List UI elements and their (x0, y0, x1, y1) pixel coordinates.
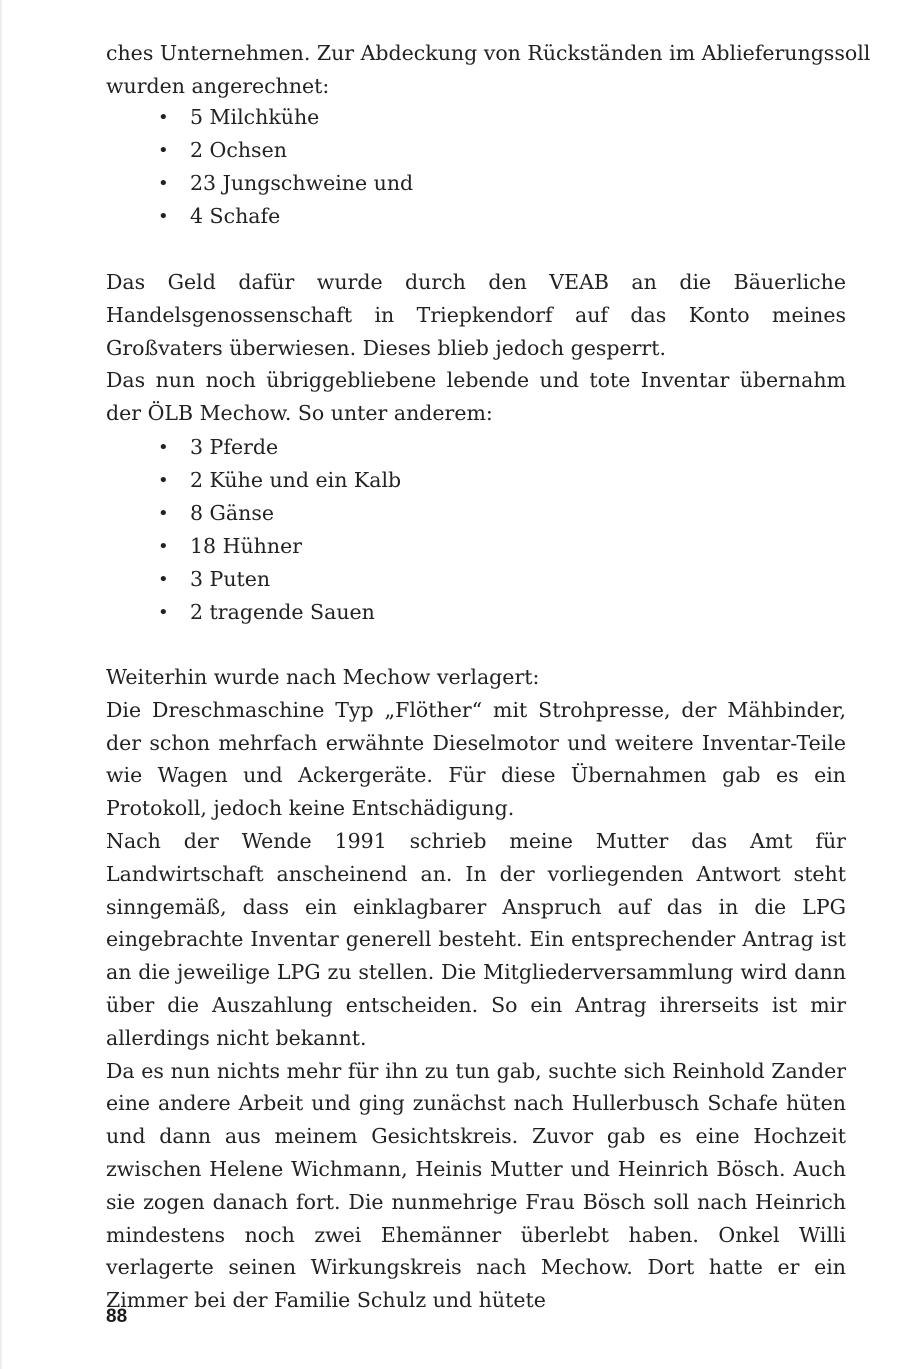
bullet-icon: • (158, 437, 169, 458)
para-reinhold-zander: Da es nun nichts mehr für ihn zu tun gab, suchte sich Reinhold Zander eine andere Arbeit und ging zunächst nach Hullerbusch Schafe hüten und dann aus meinem Gesichtskreis. Zuvor gab es eine Hochzeit zwischen Helene Wichmann, Heinis Mutter und Heinrich Bösch. Auch sie zogen danach fort. Die nunmehrige Frau Bösch soll nach Heinrich mindestens noch zwei Ehemänner überlebt haben. Onkel Willi verlagerte seinen Wirkungskreis nach Mechow. Dort hatte er ein Zimmer bei der Familie Schulz und hütete (106, 1058, 846, 1313)
bullet-icon: • (158, 173, 169, 194)
relocation-section (106, 661, 846, 1317)
page-number: 88 (106, 1306, 128, 1327)
para-threshing-machine: Die Dreschmaschine Typ „Flöther“ mit Strohpresse, der Mähbinder, der schon mehrfach erwähnte Dieselmotor und weitere Inventar-Teile wie Wagen und Ackergeräte. Für diese Übernahmen gab es ein Protokoll, jedoch keine Entschädigung. (106, 697, 846, 821)
list-item: • 2 tragende Sauen (106, 596, 846, 629)
bullet-icon: • (158, 503, 169, 524)
list-item: • 8 Gänse (106, 497, 846, 530)
list-item: • 23 Jungschweine und (106, 167, 846, 200)
para-payment: Das Geld dafür wurde durch den VEAB an die Bäuerliche Handelsgenossenschaft in Triepkendorf auf das Konto meines Großvaters überwiesen. Dieses blieb jedoch gesperrt. (106, 270, 846, 360)
bullet-icon: • (158, 107, 169, 128)
list-item: • 18 Hühner (106, 530, 846, 563)
list-item: • 2 Ochsen (106, 134, 846, 167)
list-item: • 2 Kühe und ein Kalb (106, 464, 846, 497)
bullet-icon: • (158, 206, 169, 227)
para-inventory: Das nun noch übriggebliebene lebende und tote Inventar übernahm der ÖLB Mechow. So unter anderem: (106, 368, 846, 426)
intro-paragraph (106, 37, 871, 103)
bullet-icon: • (158, 602, 169, 623)
livestock-list-1 (106, 101, 846, 233)
list-item: • 5 Milchkühe (106, 101, 846, 134)
para-relocation-heading: Weiterhin wurde nach Mechow verlagert: (106, 665, 540, 689)
bullet-icon: • (158, 470, 169, 491)
intro-line-1: ches Unternehmen. Zur Abdeckung von Rückständen im Ablieferungssoll (106, 41, 871, 65)
page-edge-shadow (0, 0, 3, 1369)
para-after-reunification: Nach der Wende 1991 schrieb meine Mutter das Amt für Landwirtschaft anscheinend an. In der vorliegenden Antwort steht sinngemäß, dass ein einklagbarer Anspruch auf das in die LPG eingebrachte Inventar generell besteht. Ein entsprechender Antrag ist an die jeweilige LPG zu stellen. Die Mitgliederversammlung wird dann über die Auszahlung entscheiden. So ein Antrag ihrerseits ist mir allerdings nicht bekannt. (106, 828, 846, 1050)
bullet-icon: • (158, 569, 169, 590)
payment-paragraph (106, 266, 846, 430)
bullet-icon: • (158, 140, 169, 161)
list-item: • 3 Puten (106, 563, 846, 596)
list-item: • 3 Pferde (106, 431, 846, 464)
livestock-list-2 (106, 431, 846, 629)
intro-line-2: wurden angerechnet: (106, 73, 330, 98)
bullet-icon: • (158, 536, 169, 557)
list-item: • 4 Schafe (106, 200, 846, 233)
